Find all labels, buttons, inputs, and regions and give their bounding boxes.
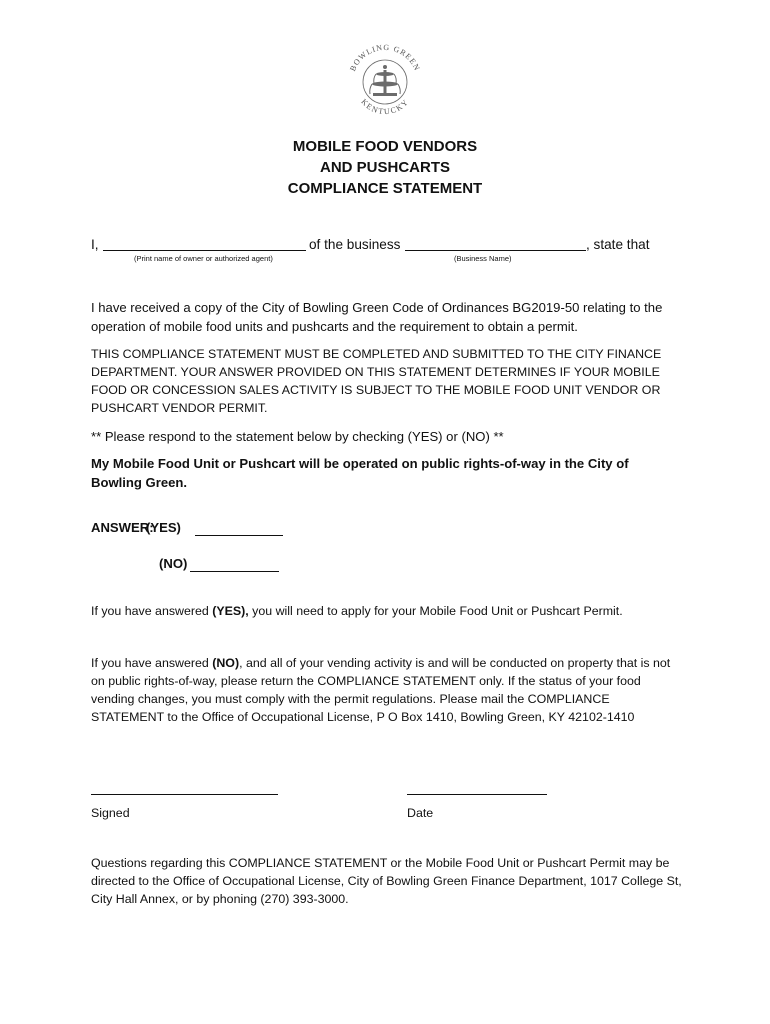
business-name-caption: (Business Name) [454,254,512,263]
questions-paragraph: Questions regarding this COMPLIANCE STATEMENT or the Mobile Food Unit or Pushcart Permit may be directed to the Office of Occupational License, City of Bowling Green Finance Department, 1017 College St, City Hall Annex, or by phoning (270) 393-3000. [91,856,682,906]
business-name-field[interactable] [405,250,586,251]
yes-answer-field[interactable] [195,535,283,536]
city-seal-logo [343,40,427,124]
if-no-pre: If you have answered [91,656,213,670]
title-line-1: MOBILE FOOD VENDORS [292,138,478,155]
svg-text:BOWLING GREEN: BOWLING GREEN [348,42,422,73]
if-no-post: , and all of your vending activity is and will be conducted on property that is not on public rights-of-way, please return the COMPLIANCE STATEMENT only. If the status of your food vending changes, you must comply with the permit regulations. Please mail the COMPLIANCE STATEMENT to the Office of Occupational License, P O Box 1410, Bowling Green, KY 42102-1410 [91,656,671,724]
date-field[interactable] [407,794,547,795]
declaration-suffix: , state that [586,237,650,252]
signed-label: Signed [91,806,130,820]
owner-name-field[interactable] [103,250,306,251]
answer-label: ANSWER: [91,520,154,535]
title-line-3: COMPLIANCE STATEMENT [287,180,483,197]
no-label: (NO) [159,556,188,571]
title-line-2: AND PUSHCARTS [319,159,450,176]
date-label: Date [407,806,434,820]
yes-label: (YES) [146,520,181,535]
svg-text:KENTUCKY: KENTUCKY [359,97,411,117]
declaration-middle: of the business [309,237,401,252]
if-yes-pre: If you have answered [91,604,213,618]
if-yes-paragraph [91,602,691,620]
declaration-prefix: I, [91,237,99,252]
rights-of-way-statement: My Mobile Food Unit or Pushcart will be operated on public rights-of-way in the City of Bowling Green. [91,456,629,490]
instruction-text: ** Please respond to the statement below by checking (YES) or (NO) ** [91,429,504,444]
if-yes-post: you will need to apply for your Mobile Food Unit or Pushcart Permit. [248,604,623,618]
received-copy-paragraph: I have received a copy of the City of Bowling Green Code of Ordinances BG2019-50 relating to the operation of mobile food units and pushcarts and the requirement to obtain a permit. [91,300,663,334]
owner-name-caption: (Print name of owner or authorized agent) [134,254,273,263]
compliance-notice-paragraph: THIS COMPLIANCE STATEMENT MUST BE COMPLETED AND SUBMITTED TO THE CITY FINANCE DEPARTMENT. YOUR ANSWER PROVIDED ON THIS STATEMENT DETERMINES IF YOUR MOBILE FOOD OR CONCESSION SALES ACTIVITY IS SUBJECT TO THE MOBILE FOOD UNIT VENDOR OR PUSHCART VENDOR PERMIT. [91,347,662,415]
form-title [0,136,770,199]
signature-field[interactable] [91,794,278,795]
if-yes-bold: (YES), [212,604,249,618]
no-answer-field[interactable] [190,571,279,572]
if-no-paragraph [91,654,683,726]
if-no-bold: (NO) [212,656,240,670]
